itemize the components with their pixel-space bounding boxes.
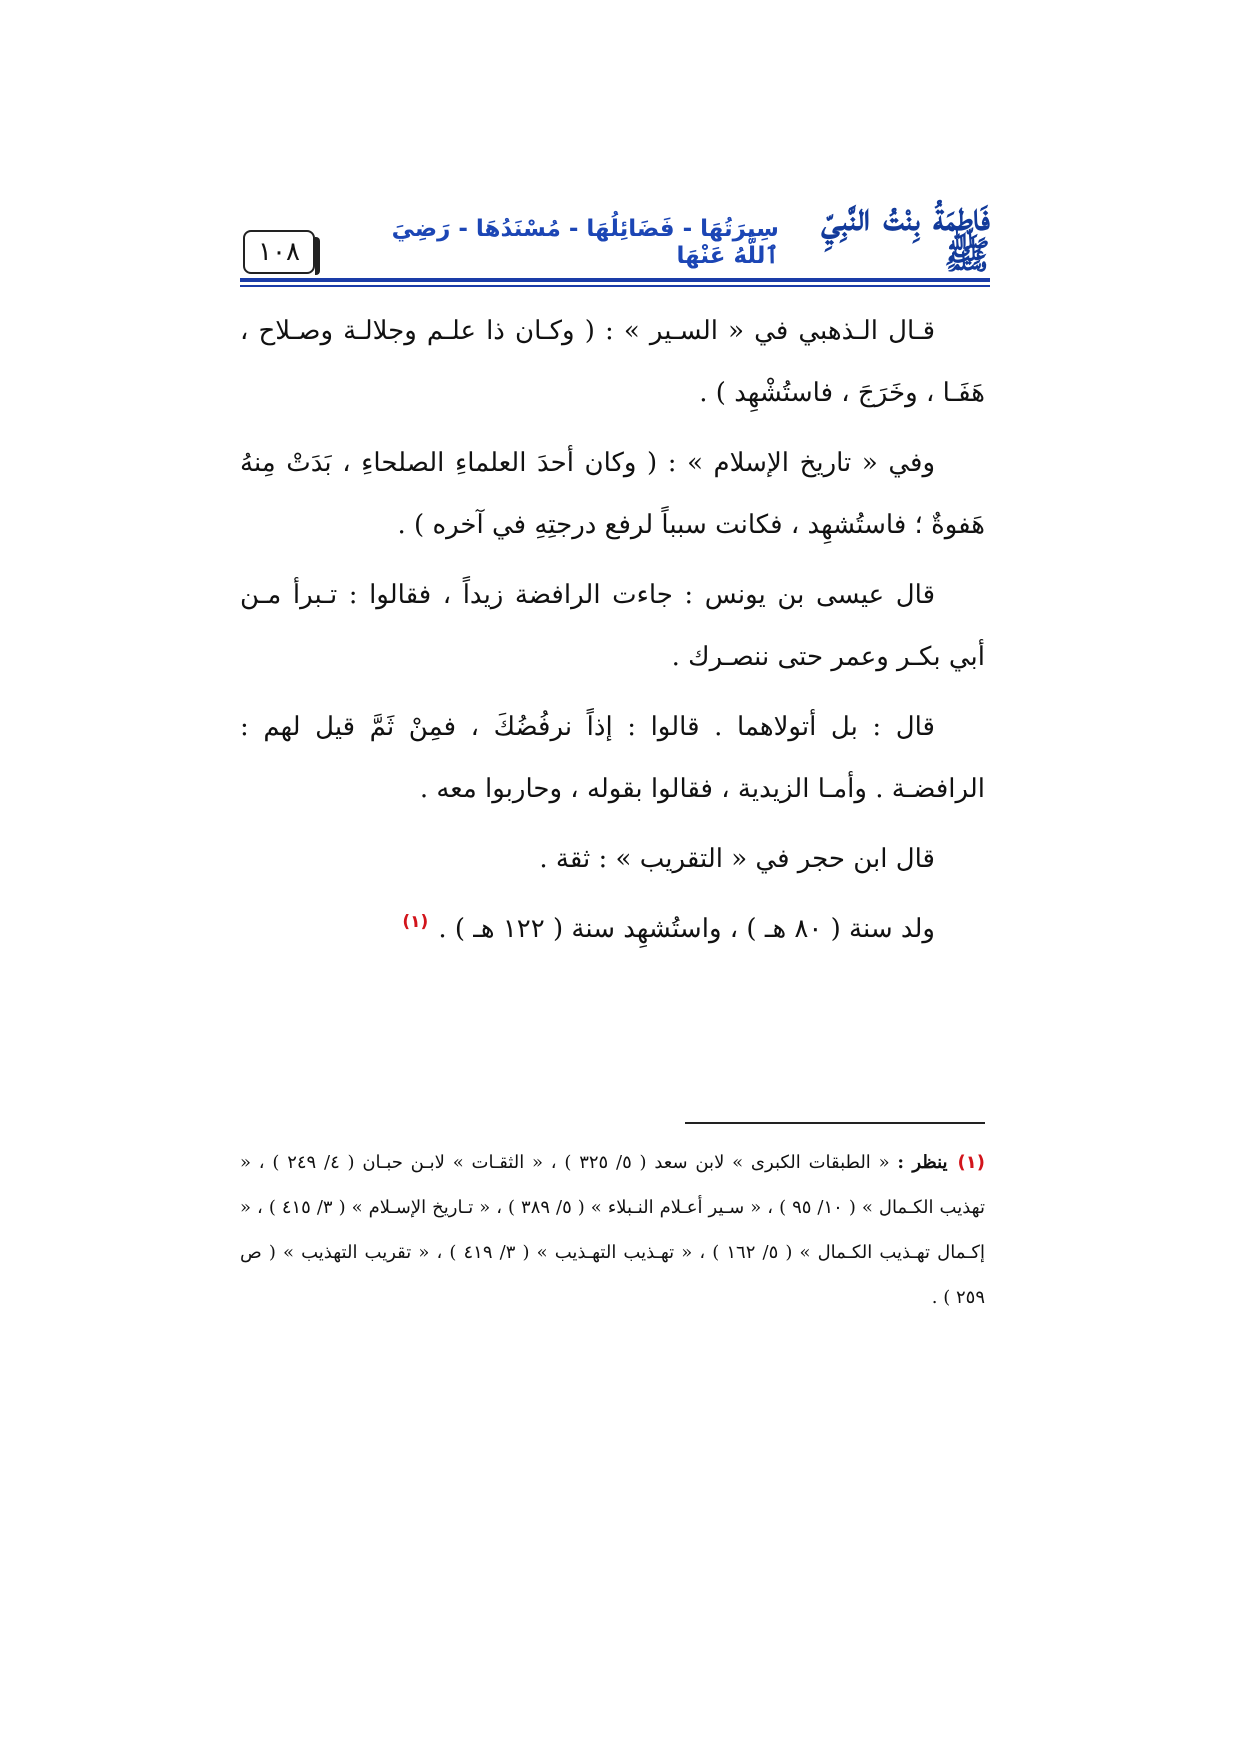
page-number: ١٠٨ <box>243 230 315 274</box>
footnote-separator <box>685 1122 985 1124</box>
header-rule-thin <box>240 285 990 287</box>
paragraph-last <box>240 898 985 960</box>
footnote-reference[interactable]: (١) <box>402 912 429 933</box>
footnotes <box>240 1140 985 1320</box>
page-header <box>240 194 990 292</box>
book-title <box>340 194 990 277</box>
paragraph: قال عيسى بن يونس : جاءت الرافضة زيداً ، فقالوا : تـبرأ مـن أبي بكـر وعمر حتى ننصـرك . <box>240 580 985 672</box>
footnote-text: « الطبقات الكبرى » لابن سعد ( ٥/ ٣٢٥ ) ، « الثقـات » لابـن حبـان ( ٤/ ٢٤٩ ) ، « تهذيب الكـمال » ( ١٠/ ٩٥ ) ، « سـير أعـلام النـبلاء » ( ٥/ ٣٨٩ ) ، « تـاريخ الإسـلام » ( ٣/ ٤١٥ ) ، « إكـمال تهـذيب الكـمال » ( ٥/ ١٦٢ ) ، « تهـذيب التهـذيب » ( ٣/ ٤١٩ ) ، « تقريب التهذيب » ( ص ٢٥٩ ) . <box>240 1152 985 1308</box>
paragraph: قـال الـذهبي في « السـير » : ( وكـان ذا علـم وجلالـة وصـلاح ، هَفَـا ، وخَرَجَ ، فاستُشْهِد ) . <box>240 316 985 408</box>
footnote-lead: ينظر : <box>897 1152 948 1173</box>
paragraph: وفي « تاريخ الإسلام » : ( وكان أحدَ العلماءِ الصلحاءِ ، بَدَتْ مِنهُ هَفوةٌ ؛ فاستُشهِد ، فكانت سبباً لرفع درجتِهِ في آخره ) . <box>240 448 985 540</box>
footnote <box>240 1140 985 1320</box>
header-rule <box>240 278 990 282</box>
footnote-marker: (١) <box>957 1152 985 1173</box>
paragraph: قال : بل أتولاهما . قالوا : إذاً نرفُضُكَ ، فمِنْ ثَمَّ قيل لهم : الرافضـة . وأمـا الزيدية ، فقالوا بقوله ، وحاربوا معه . <box>240 712 985 804</box>
book-title-subtitle: سِيرَتُهَا - فَضَائِلُهَا - مُسْنَدُهَا - رَضِيَ ٱللَّهُ عَنْهَا <box>391 215 779 270</box>
body-text <box>240 300 985 968</box>
paragraph: قال ابن حجر في « التقريب » : ثقة . <box>539 844 935 874</box>
paragraph-last-text: ولد سنة ( ٨٠ هـ ) ، واستُشهِد سنة ( ١٢٢ هـ ) . <box>438 914 935 944</box>
book-title-main: فَاطِمَةُ بِنْتُ النَّبِيِّ ﷺ <box>821 194 990 277</box>
